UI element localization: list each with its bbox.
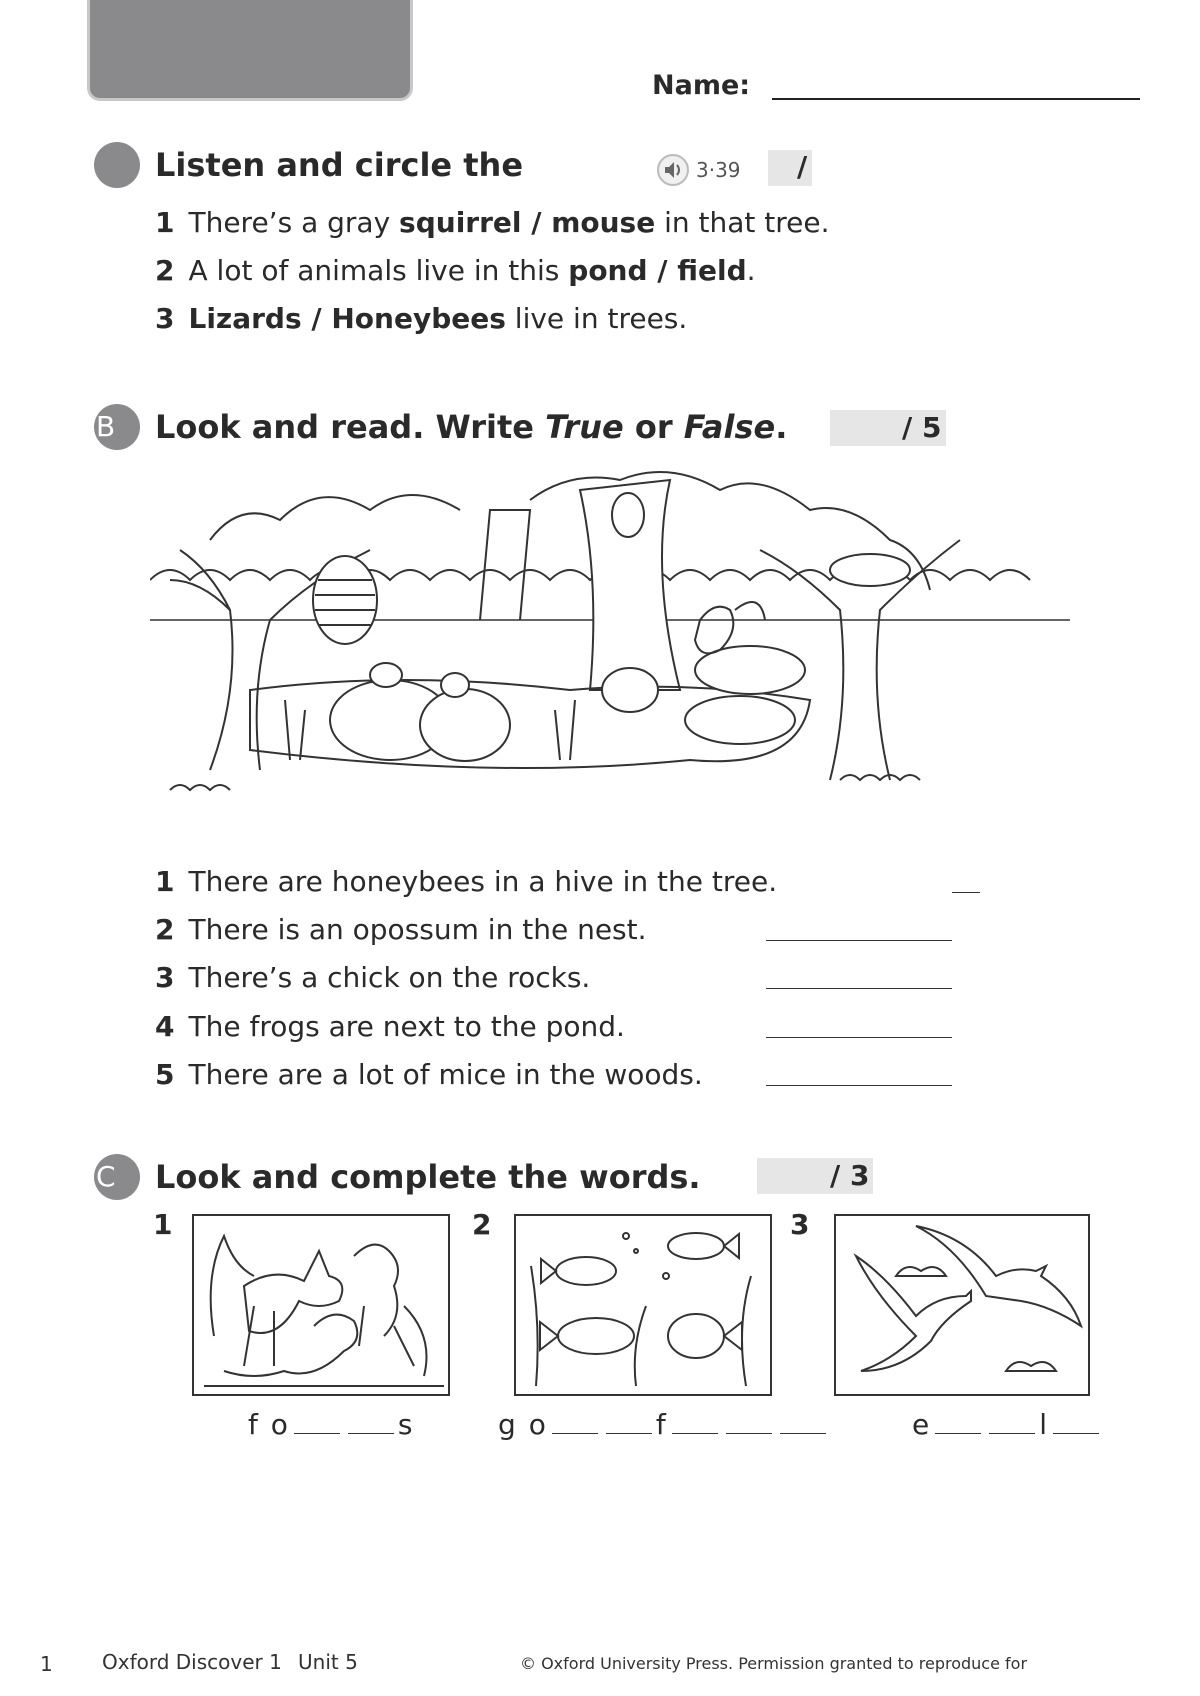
section-a-title: Listen and circle the [155, 146, 524, 184]
section-c-score: / 3 [830, 1159, 870, 1192]
choice-lizards-honeybees[interactable]: Lizards / Honeybees [188, 302, 506, 335]
footer-unit: Unit 5 [298, 1650, 358, 1674]
footer-book-title: Oxford Discover 1 [102, 1650, 282, 1674]
section-a-badge [94, 142, 140, 188]
choice-squirrel-mouse[interactable]: squirrel / mouse [399, 206, 656, 239]
picture-2-number: 2 [472, 1208, 492, 1241]
section-a-item-3: 3 Lizards / Honeybees live in trees. [155, 302, 688, 335]
section-b-score: / 5 [902, 411, 942, 444]
picture-3-number: 3 [790, 1208, 810, 1241]
audio-icon[interactable] [656, 153, 690, 191]
eagles-picture [834, 1214, 1090, 1396]
section-b-item-2: 2 There is an opossum in the nest. [155, 913, 647, 946]
section-a-item-2: 2 A lot of animals live in this pond / field. [155, 254, 756, 287]
section-a-item-1: 1 There’s a gray squirrel / mouse in that tree. [155, 206, 830, 239]
word-2-fill[interactable]: g o f [498, 1408, 830, 1441]
audio-track-number: 3·39 [696, 158, 741, 182]
section-a-score: / [797, 150, 808, 183]
answer-line-5[interactable] [766, 1085, 952, 1086]
word-3-fill[interactable]: e l [912, 1408, 1103, 1441]
section-c-badge: C [94, 1154, 140, 1200]
goldfish-picture [514, 1214, 772, 1396]
section-b-item-3: 3 There’s a chick on the rocks. [155, 961, 591, 994]
section-c-title: Look and complete the words. [155, 1158, 701, 1196]
answer-line-2[interactable] [766, 940, 952, 941]
picture-1-number: 1 [153, 1208, 173, 1241]
footer-copyright: © Oxford University Press. Permission granted to reproduce for [520, 1654, 1028, 1673]
word-1-fill[interactable]: f o s [248, 1408, 415, 1441]
answer-line-4[interactable] [766, 1037, 952, 1038]
section-b-badge: B [94, 404, 140, 450]
name-label: Name: [652, 70, 751, 101]
header-tab [90, 0, 410, 98]
name-field-line[interactable] [772, 98, 1140, 100]
choice-pond-field[interactable]: pond / field [568, 254, 747, 287]
answer-line-3[interactable] [766, 988, 952, 989]
section-b-title: Look and read. Write True or False. [155, 408, 788, 446]
section-b-item-4: 4 The frogs are next to the pond. [155, 1010, 625, 1043]
foxes-picture [192, 1214, 450, 1396]
woods-illustration [150, 470, 1070, 824]
section-b-item-1: 1 There are honeybees in a hive in the tree. [155, 865, 778, 898]
answer-line-1[interactable] [952, 892, 980, 893]
section-b-item-5: 5 There are a lot of mice in the woods. [155, 1058, 703, 1091]
page-number: 1 [40, 1652, 53, 1676]
